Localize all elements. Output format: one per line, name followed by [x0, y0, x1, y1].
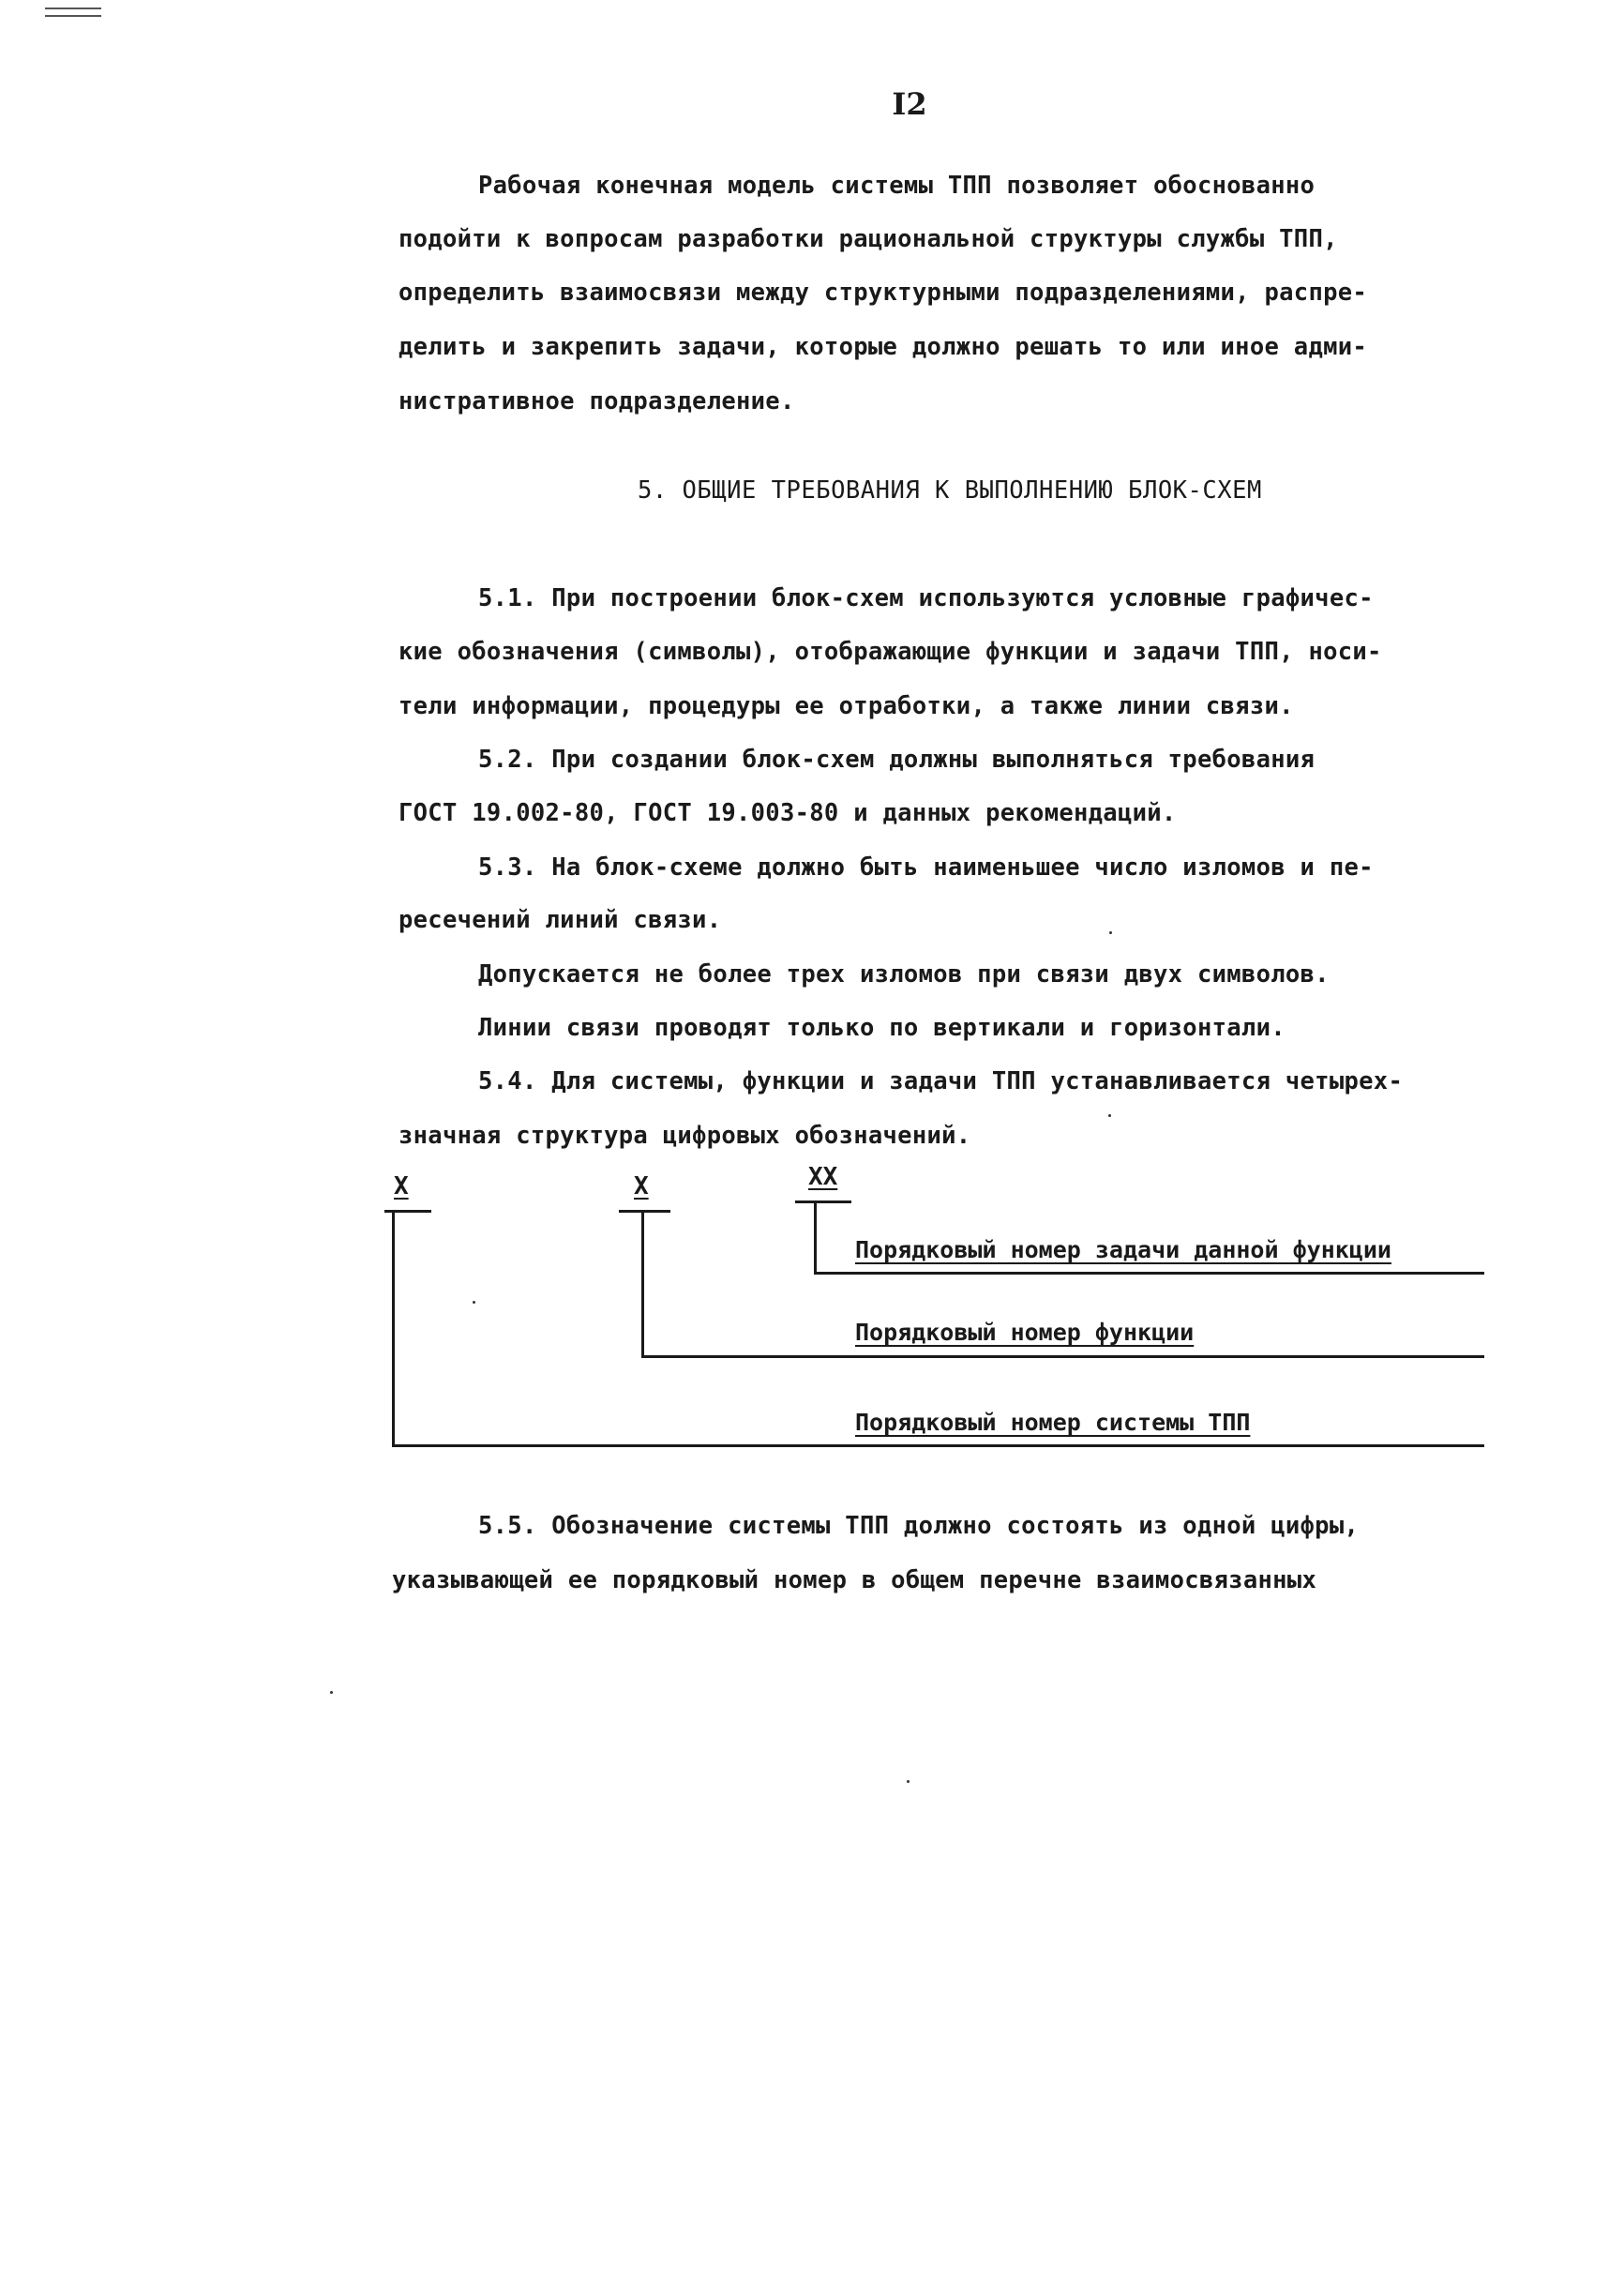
- function-number-label: Порядковый номер функции: [855, 1319, 1195, 1346]
- closing-line: указывающей ее порядковый номер в общем перечне взаимосвязанных: [392, 1566, 1317, 1594]
- system-line: [392, 1444, 1484, 1447]
- scan-artifact-line: [45, 15, 101, 17]
- body-line: Допускается не более трех изломов при связи двух символов.: [478, 960, 1330, 989]
- intro-line: Рабочая конечная модель системы ТПП позволяет обоснованно: [478, 172, 1316, 200]
- intro-line: подойти к вопросам разработки рациональной структуры службы ТПП,: [398, 225, 1338, 253]
- scan-speck: [1109, 931, 1112, 934]
- scan-artifact-line: [45, 8, 101, 9]
- system-code: X: [394, 1172, 409, 1200]
- body-line: ресечений линий связи.: [398, 906, 722, 934]
- scan-speck: [330, 1691, 333, 1694]
- function-code-bar: [619, 1210, 670, 1213]
- intro-line: нистративное подразделение.: [398, 387, 795, 415]
- body-line: 5.4. Для системы, функции и задачи ТПП устанавливается четырех-: [478, 1067, 1404, 1095]
- body-line: ГОСТ 19.002-80, ГОСТ 19.003-80 и данных рекомендаций.: [398, 799, 1177, 827]
- system-number-label: Порядковый номер системы ТПП: [855, 1409, 1251, 1436]
- system-connector: [392, 1212, 395, 1446]
- page-number: I2: [892, 86, 927, 122]
- task-code: XX: [808, 1163, 838, 1191]
- scan-speck: [907, 1780, 910, 1783]
- task-code-bar: [795, 1200, 851, 1203]
- task-connector: [814, 1202, 817, 1273]
- scan-speck: [1108, 1114, 1111, 1117]
- section-heading: 5. ОБЩИЕ ТРЕБОВАНИЯ К ВЫПОЛНЕНИЮ БЛОК-СХЕМ: [638, 476, 1262, 505]
- body-line: значная структура цифровых обозначений.: [398, 1122, 971, 1150]
- body-line: 5.3. На блок-схеме должно быть наименьшее число изломов и пе-: [478, 853, 1374, 882]
- body-line: Линии связи проводят только по вертикали и горизонтали.: [478, 1014, 1286, 1042]
- body-line: 5.2. При создании блок-схем должны выполняться требования: [478, 746, 1316, 774]
- body-line: тели информации, процедуры ее отработки, а также линии связи.: [398, 692, 1294, 720]
- function-code: X: [634, 1172, 649, 1200]
- task-line: [814, 1272, 1484, 1275]
- body-line: 5.1. При построении блок-схем используются условные графичес-: [478, 584, 1374, 612]
- intro-line: определить взаимосвязи между структурными подразделениями, распре-: [398, 279, 1368, 307]
- closing-line: 5.5. Обозначение системы ТПП должно состоять из одной цифры,: [478, 1512, 1360, 1540]
- scan-speck: [473, 1301, 475, 1304]
- task-number-label: Порядковый номер задачи данной функции: [855, 1236, 1391, 1263]
- function-connector: [641, 1212, 644, 1357]
- function-line: [641, 1355, 1484, 1358]
- body-line: кие обозначения (символы), отображающие функции и задачи ТПП, носи-: [398, 638, 1382, 666]
- intro-line: делить и закрепить задачи, которые должно решать то или иное адми-: [398, 333, 1368, 361]
